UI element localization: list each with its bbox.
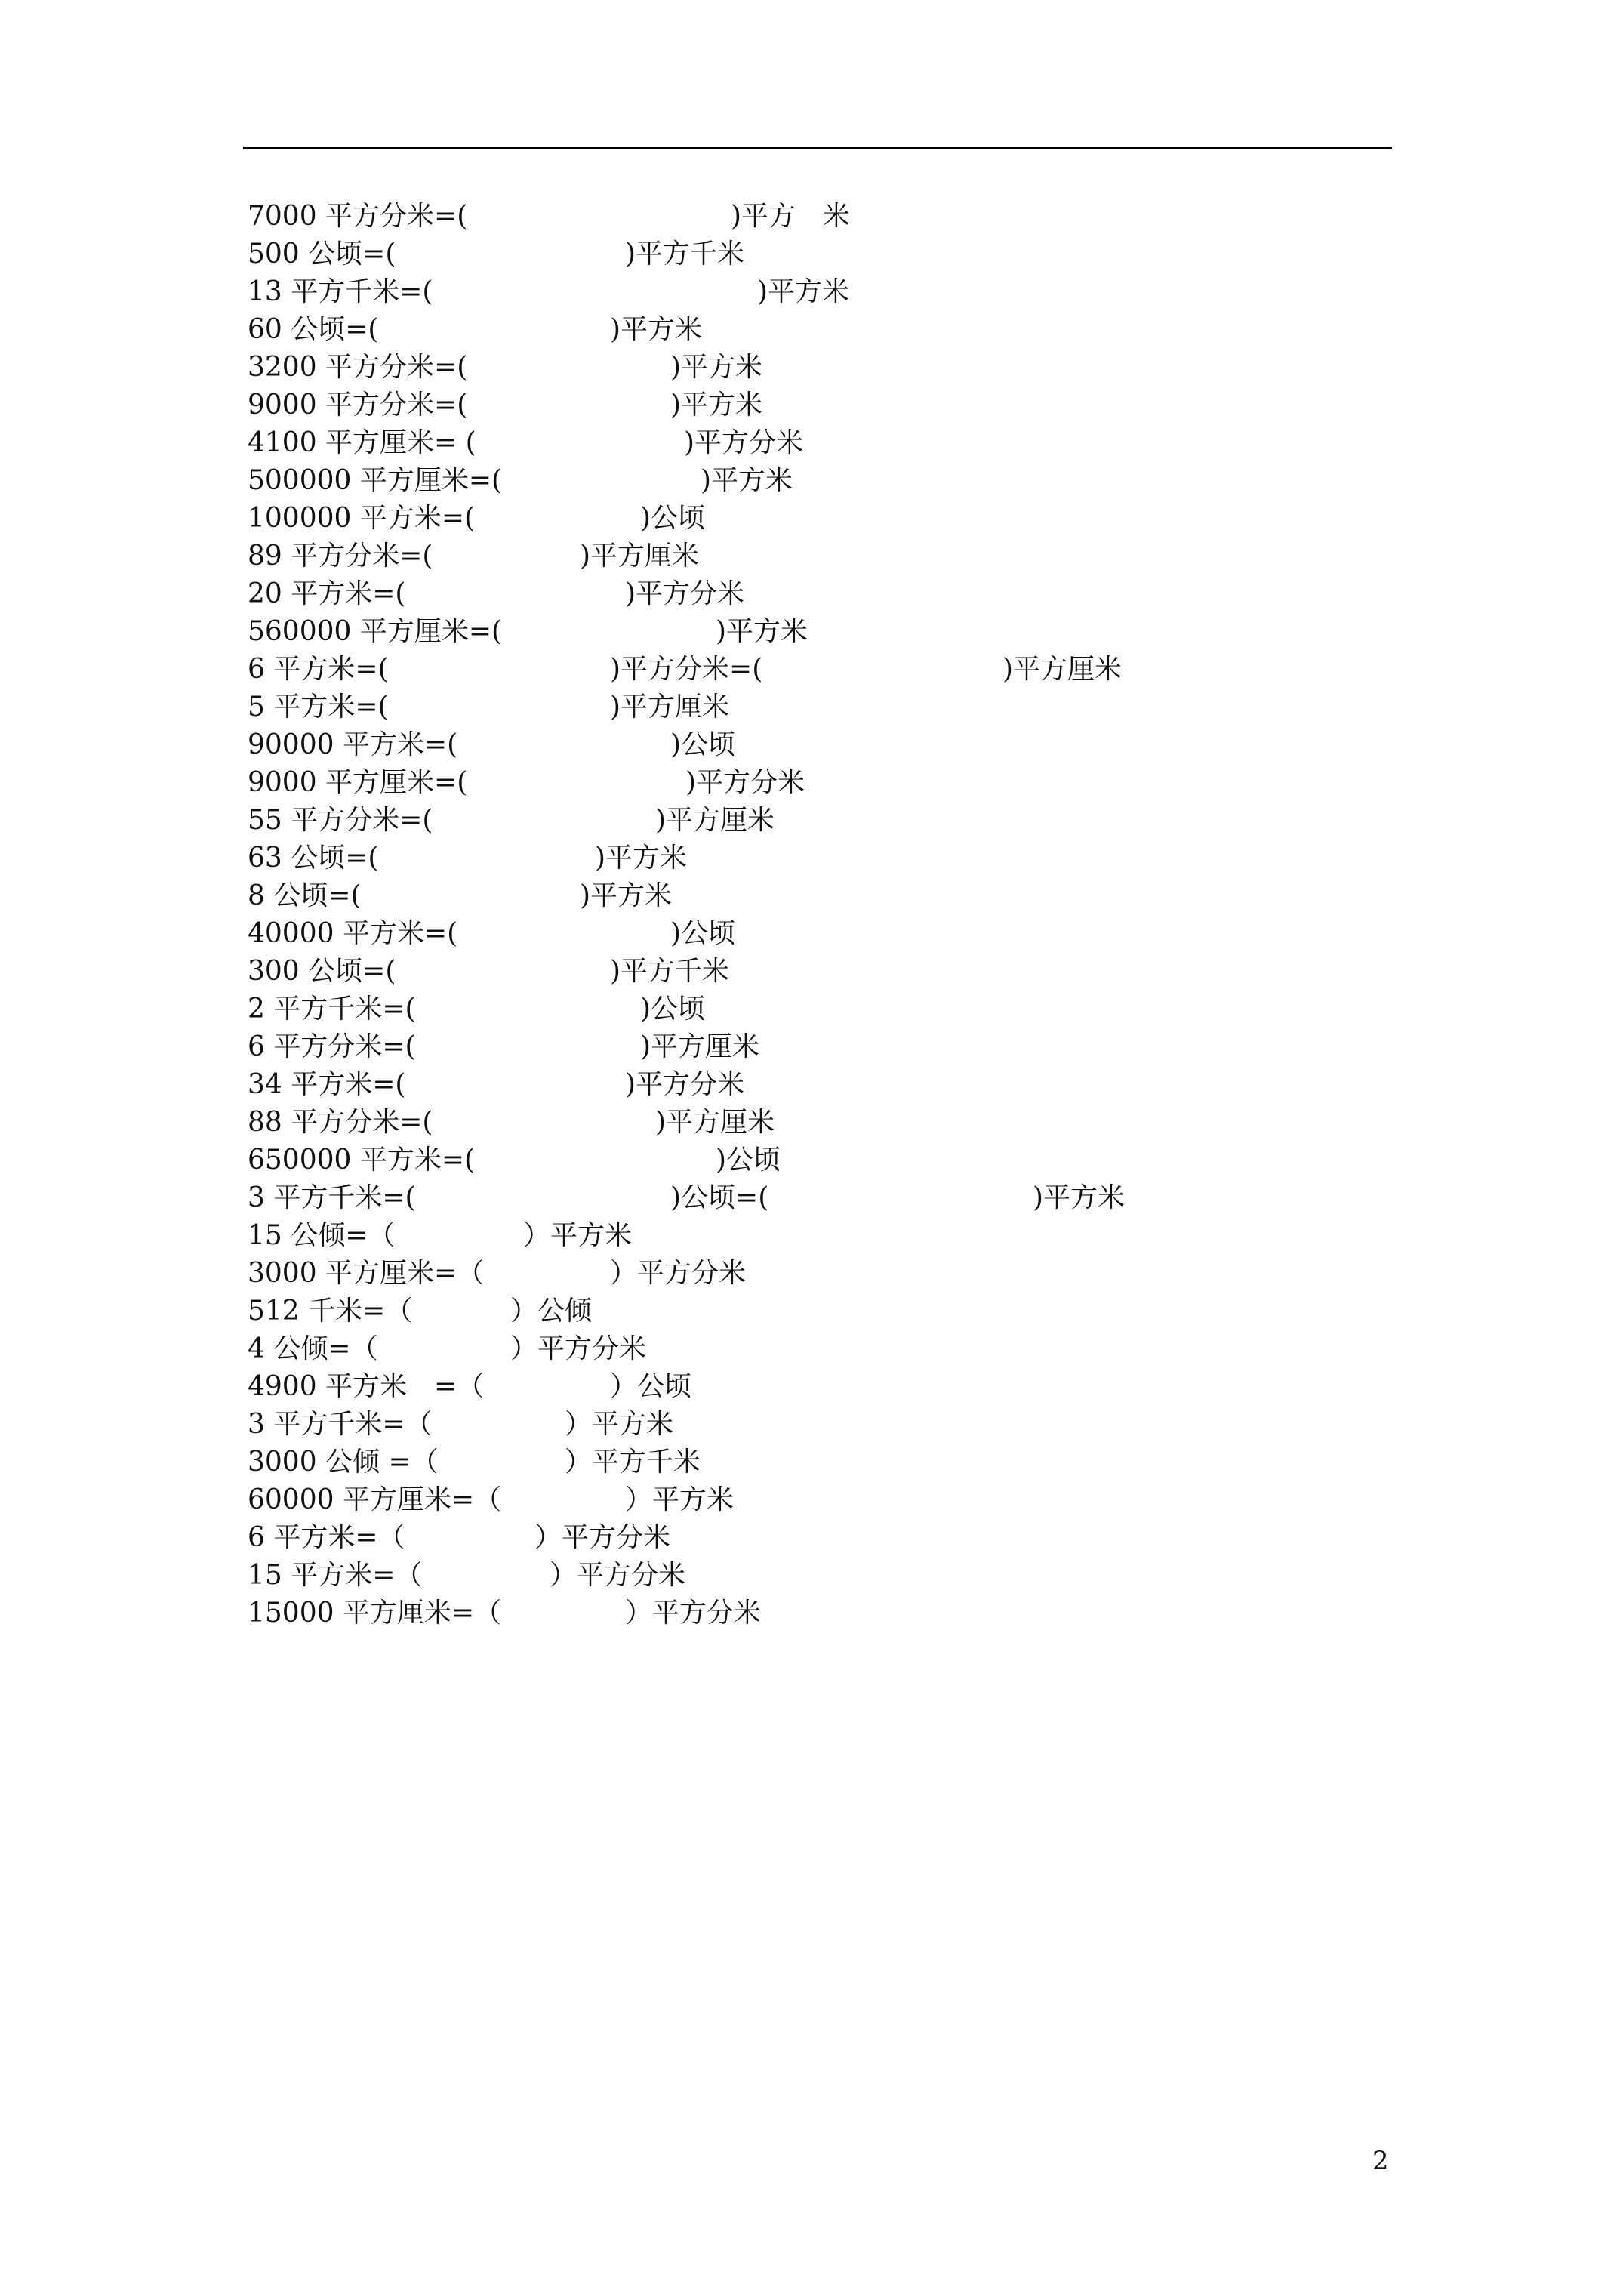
question-text: 13 平方千米=( [248, 276, 433, 307]
answer-unit: )平方米 [670, 390, 763, 421]
exercise-row [248, 1255, 1380, 1293]
exercise-row [248, 726, 1380, 764]
exercise-row [248, 1330, 1380, 1368]
answer-unit: )平方厘米 [1002, 654, 1123, 685]
question-text: 9000 平方分米=( [248, 390, 468, 421]
question-text: 88 平方分米=( [248, 1107, 433, 1138]
exercise-row [248, 840, 1380, 877]
question-text: 6 平方米=( [248, 654, 389, 685]
exercise-row [248, 915, 1380, 953]
exercise-row [248, 1028, 1380, 1066]
exercise-row [248, 1557, 1380, 1595]
exercise-row [248, 1104, 1380, 1142]
exercise-row [248, 1595, 1380, 1632]
exercise-row [248, 462, 1380, 500]
question-text: 15 公倾=（ [248, 1220, 396, 1251]
answer-unit: )平方米 [1033, 1182, 1126, 1213]
answer-unit: ）平方分米 [510, 1333, 647, 1364]
answer-unit: )平方米 [670, 352, 763, 383]
page-number: 2 [1372, 2146, 1389, 2176]
answer-unit: ）平方米 [625, 1484, 735, 1515]
question-text: 15000 平方厘米=（ [248, 1598, 502, 1629]
answer-unit: ）平方千米 [565, 1447, 701, 1478]
question-text: 300 公顷=( [248, 956, 396, 987]
exercise-row [248, 802, 1380, 840]
question-text: 40000 平方米=( [248, 918, 458, 949]
question-text: 55 平方分米=( [248, 805, 433, 836]
question-text: 4 公倾=（ [248, 1333, 378, 1364]
answer-unit: )平方厘米 [580, 541, 700, 572]
header-rule [243, 147, 1392, 149]
answer-unit: ）平方分米 [610, 1258, 747, 1289]
answer-unit: )平方分米=( [610, 654, 763, 685]
exercise-row [248, 311, 1380, 349]
answer-unit: )公顷 [640, 503, 706, 534]
answer-unit: )平方米 [701, 465, 793, 496]
answer-unit: )平方 米 [731, 201, 851, 232]
exercise-row [248, 953, 1380, 991]
question-text: 3200 平方分米=( [248, 352, 468, 383]
question-text: 8 公顷=( [248, 880, 362, 911]
question-text: 3000 公倾 =（ [248, 1447, 439, 1478]
question-text: 15 平方米=（ [248, 1560, 423, 1591]
answer-unit: )平方厘米 [640, 1031, 760, 1062]
answer-unit: ）平方米 [523, 1220, 633, 1251]
question-text: 512 千米=（ [248, 1296, 413, 1327]
exercise-row [248, 877, 1380, 915]
exercise-row [248, 1444, 1380, 1481]
answer-unit: )公顷 [716, 1145, 781, 1176]
question-text: 7000 平方分米=( [248, 201, 468, 232]
answer-unit: ）公倾 [510, 1296, 593, 1327]
answer-unit: )平方千米 [610, 956, 730, 987]
question-text: 100000 平方米=( [248, 503, 476, 534]
question-text: 34 平方米=( [248, 1069, 406, 1100]
answer-unit: )平方分米 [625, 1069, 745, 1100]
exercise-row [248, 1179, 1380, 1217]
question-text: 500000 平方厘米=( [248, 465, 503, 496]
exercise-list [248, 198, 1380, 1632]
exercise-row [248, 349, 1380, 387]
question-text: 560000 平方厘米=( [248, 616, 503, 647]
question-text: 5 平方米=( [248, 692, 389, 723]
question-text: 89 平方分米=( [248, 541, 433, 572]
exercise-row [248, 387, 1380, 424]
answer-unit: )平方厘米 [610, 692, 730, 723]
question-text: 4100 平方厘米= ( [248, 427, 476, 458]
exercise-row [248, 538, 1380, 575]
question-text: 60000 平方厘米=（ [248, 1484, 502, 1515]
exercise-row [248, 1217, 1380, 1255]
answer-unit: ）公顷 [610, 1371, 692, 1402]
exercise-row [248, 689, 1380, 726]
question-text: 4900 平方米 =（ [248, 1371, 485, 1402]
answer-unit: ）平方分米 [625, 1598, 762, 1629]
answer-unit: )公顷=( [670, 1182, 769, 1213]
exercise-row [248, 764, 1380, 802]
exercise-row [248, 1066, 1380, 1104]
question-text: 20 平方米=( [248, 578, 406, 609]
answer-unit: )平方厘米 [655, 1107, 775, 1138]
exercise-row [248, 1481, 1380, 1519]
answer-unit: )平方米 [757, 276, 850, 307]
answer-unit: )公顷 [670, 918, 736, 949]
exercise-row [248, 500, 1380, 538]
exercise-row [248, 991, 1380, 1028]
question-text: 6 平方米=（ [248, 1522, 405, 1553]
answer-unit: )平方米 [580, 880, 673, 911]
exercise-row [248, 273, 1380, 311]
question-text: 500 公顷=( [248, 239, 396, 270]
answer-unit: ）平方米 [565, 1409, 674, 1440]
answer-unit: )平方米 [595, 843, 688, 874]
exercise-row [248, 198, 1380, 236]
question-text: 650000 平方米=( [248, 1145, 476, 1176]
question-text: 63 公顷=( [248, 843, 379, 874]
exercise-row [248, 1142, 1380, 1179]
answer-unit: )平方厘米 [655, 805, 775, 836]
exercise-row [248, 1406, 1380, 1444]
exercise-row [248, 236, 1380, 273]
answer-unit: ）平方分米 [550, 1560, 686, 1591]
exercise-row [248, 651, 1380, 689]
exercise-row [248, 613, 1380, 651]
answer-unit: )平方千米 [625, 239, 745, 270]
exercise-row [248, 1368, 1380, 1406]
answer-unit: )公顷 [640, 994, 706, 1025]
question-text: 2 平方千米=( [248, 994, 416, 1025]
answer-unit: )平方分米 [625, 578, 745, 609]
exercise-row [248, 1519, 1380, 1557]
answer-unit: ）平方分米 [534, 1522, 671, 1553]
question-text: 90000 平方米=( [248, 729, 458, 760]
exercise-row [248, 575, 1380, 613]
answer-unit: )平方米 [610, 314, 703, 345]
exercise-row [248, 1293, 1380, 1330]
question-text: 3000 平方厘米=（ [248, 1258, 485, 1289]
answer-unit: )平方分米 [685, 767, 805, 798]
question-text: 6 平方分米=( [248, 1031, 416, 1062]
exercise-row [248, 424, 1380, 462]
question-text: 3 平方千米=（ [248, 1409, 433, 1440]
question-text: 3 平方千米=( [248, 1182, 416, 1213]
answer-unit: )平方米 [716, 616, 808, 647]
answer-unit: )公顷 [670, 729, 736, 760]
answer-unit: )平方分米 [684, 427, 804, 458]
question-text: 9000 平方厘米=( [248, 767, 468, 798]
question-text: 60 公顷=( [248, 314, 379, 345]
